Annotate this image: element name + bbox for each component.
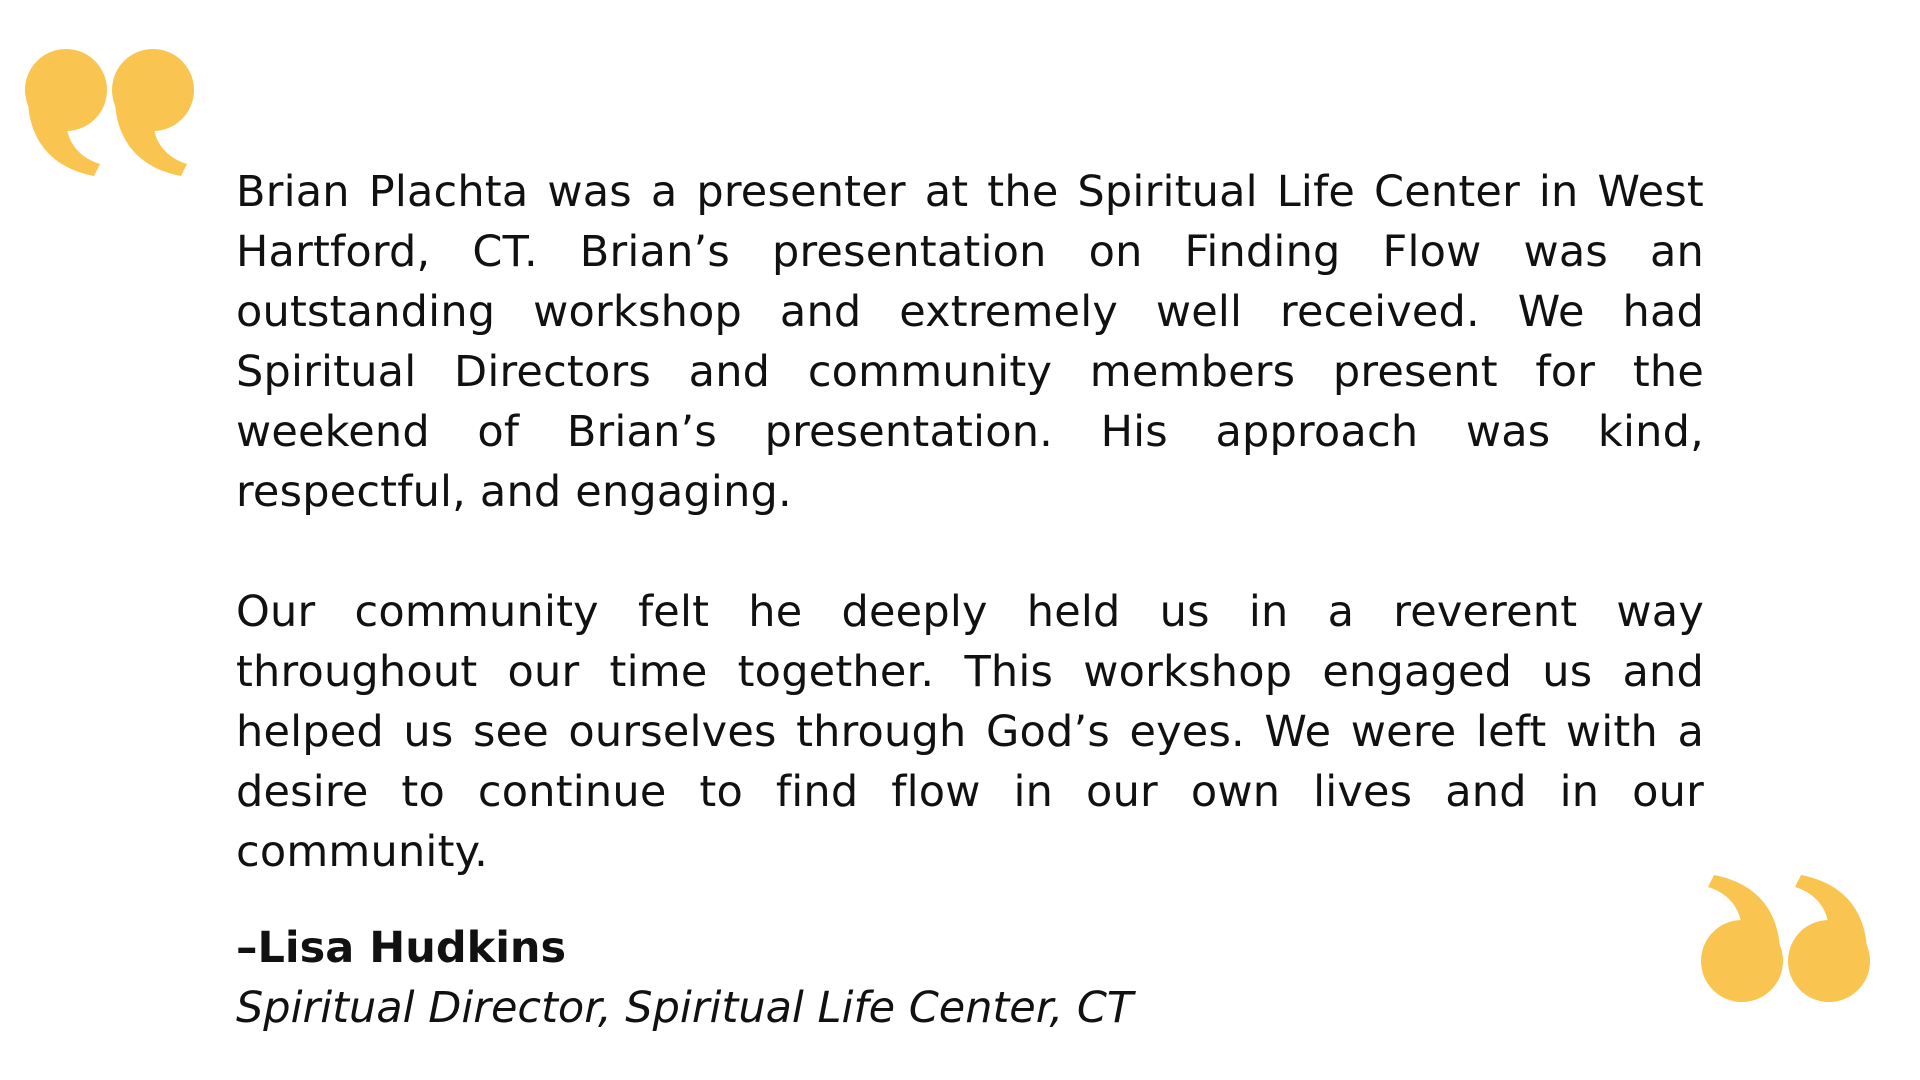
close-quote-icon (1698, 875, 1873, 1005)
close-quote-shape (1701, 875, 1870, 1002)
attribution (236, 918, 1636, 1038)
testimonial-paragraph-1: Brian Plachta was a presenter at the Spiritual Life Center in West Hartford, CT. Brian’s presentation on Finding Flow was an outstanding workshop and extremely well received. We had Spiritual Directors and community members present for the weekend of Brian’s presentation. His approach was kind, respectful, and engaging. (236, 167, 1704, 517)
testimonial-quote (236, 162, 1704, 882)
author-name: –Lisa Hudkins (236, 923, 567, 973)
open-quote-shape (25, 49, 194, 176)
author-role: Spiritual Director, Spiritual Life Center, CT (236, 983, 1134, 1033)
open-quote-icon (22, 46, 197, 176)
testimonial-paragraph-2: Our community felt he deeply held us in a reverent way throughout our time together. This workshop engaged us and helped us see ourselves through God’s eyes. We were left with a desire to continue to find flow in our own lives and in our community. (236, 587, 1704, 877)
